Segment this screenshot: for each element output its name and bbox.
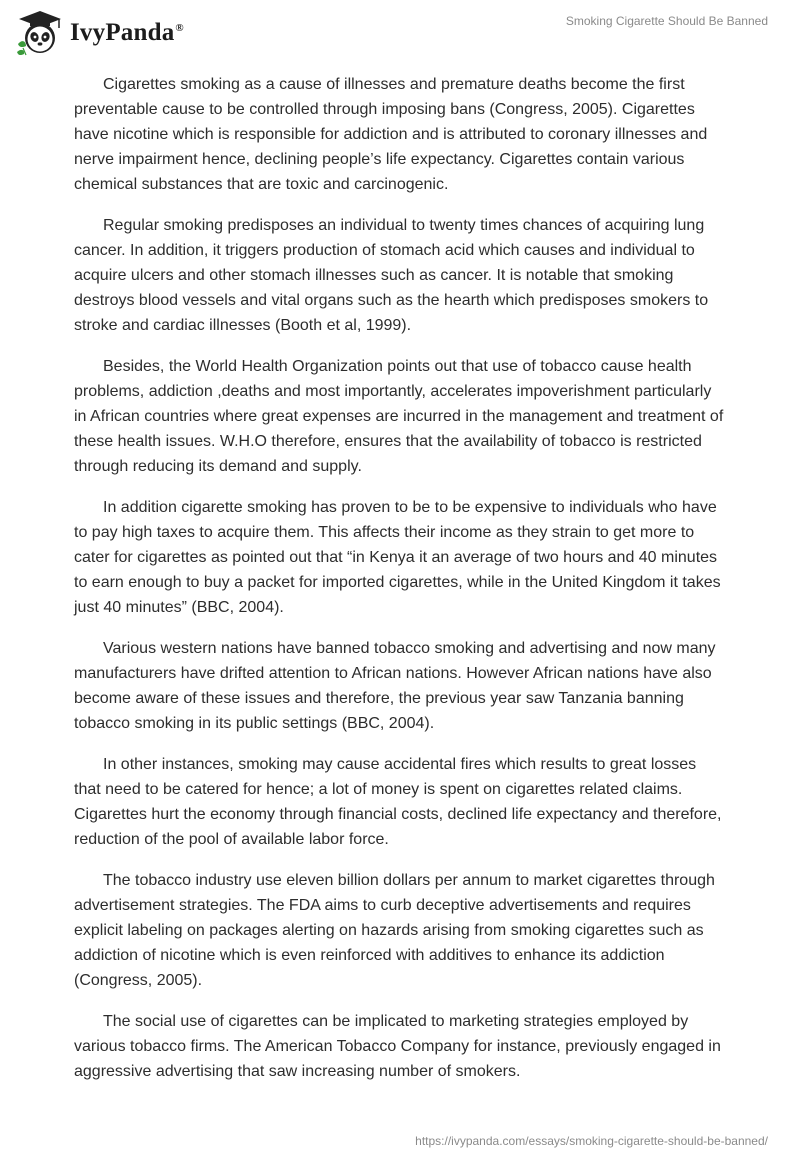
paragraph: Besides, the World Health Organization points out that use of tobacco cause health problems, addiction ,deaths and most importantly, accelerates impoverishment particularly in African countries where great expenses are incurred in the management and treatment of these health issues. W.H.O therefore, ensures that the availability of tobacco is restricted through reducing its demand and supply. — [74, 358, 724, 475]
document-title: Smoking Cigarette Should Be Banned — [565, 14, 768, 28]
paragraph: Cigarettes smoking as a cause of illnesses and premature deaths become the first preventable cause to be controlled through imposing bans (Congress, 2005). Cigarettes have nicotine which is responsible for addiction and is attributed to coronary illnesses and nerve impairment hence, declining people’s life expectancy. Cigarettes contain various chemical substances that are toxic and carcinogenic. — [74, 76, 708, 193]
source-url-link[interactable]: https://ivypanda.com/essays/smoking-cigarette-should-be-banned/ — [415, 1134, 768, 1148]
registered-mark: ® — [175, 21, 184, 34]
paragraph: In addition cigarette smoking has proven to be to be expensive to individuals who have to pay high taxes to acquire them. This affects their income as they strain to get more to cater for cigarettes as pointed out that “in Kenya it an average of two hours and 40 minutes to earn enough to buy a packet for imported cigarettes, while in the United Kingdom it takes just 40 minutes” (BBC, 2004). — [74, 499, 721, 616]
page-header — [0, 0, 800, 64]
paragraph: The tobacco industry use eleven billion dollars per annum to market cigarettes through advertisement strategies. The FDA aims to curb deceptive advertisements and requires explicit labeling on packages alerting on hazards arising from smoking cigarettes such as addiction of nicotine which is even reinforced with additives to enhance its addiction (Congress, 2005). — [74, 872, 715, 989]
logo-text — [70, 19, 184, 47]
paragraph: Various western nations have banned tobacco smoking and advertising and now many manufacturers have drifted attention to African nations. However African nations have also become aware of these issues and therefore, the previous year saw Tanzania banning tobacco smoking in its public settings (BBC, 2004). — [74, 640, 716, 732]
paragraph: Regular smoking predisposes an individual to twenty times chances of acquiring lung cancer. In addition, it triggers production of stomach acid which causes and individual to acquire ulcers and other stomach illnesses such as cancer. It is notable that smoking destroys blood vessels and vital organs such as the hearth which predisposes smokers to stroke and cardiac illnesses (Booth et al, 1999). — [74, 217, 709, 334]
panda-logo-icon — [14, 8, 66, 58]
paragraph: In other instances, smoking may cause accidental fires which results to great losses that need to be catered for hence; a lot of money is spent on cigarettes related claims. Cigarettes hurt the economy through financial costs, declined life expectancy and therefore, reduction of the pool of available labor force. — [74, 756, 722, 848]
essay-body — [74, 72, 726, 1100]
paragraph: The social use of cigarettes can be implicated to marketing strategies employed by various tobacco firms. The American Tobacco Company for instance, previously engaged in aggressive advertising that saw increasing number of smokers. — [74, 1013, 721, 1080]
logo-name: IvyPanda — [70, 19, 175, 46]
ivypanda-logo[interactable] — [14, 8, 184, 58]
